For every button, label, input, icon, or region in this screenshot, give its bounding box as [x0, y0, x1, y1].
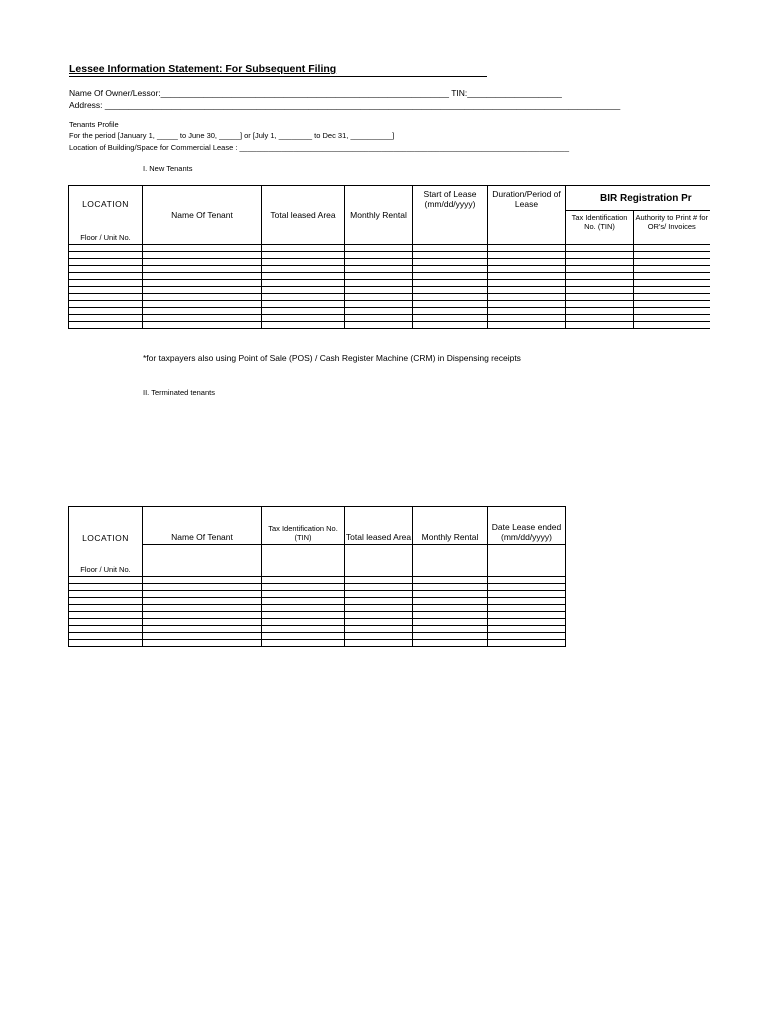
table-row [69, 294, 710, 301]
col-start-of-lease-header: Start of Lease (mm/dd/yyyy) [413, 186, 488, 245]
col-location-header-2: LOCATION [69, 507, 143, 545]
table-row [69, 640, 566, 647]
table-row [69, 619, 566, 626]
table-row [69, 266, 710, 273]
col-total-leased-area-header-2: Total leased Area [345, 507, 413, 545]
table-row [69, 301, 710, 308]
section-new-tenants-heading: I. New Tenants [143, 164, 193, 173]
table-row [69, 322, 710, 329]
table-row [69, 245, 710, 252]
bir-registration-group-header: BIR Registration Pr [566, 186, 710, 211]
table-row [69, 287, 710, 294]
table-row [69, 612, 566, 619]
table-row [69, 273, 710, 280]
col-monthly-rental-header-2: Monthly Rental [413, 507, 488, 545]
col-location-header: LOCATION [69, 186, 143, 211]
col-tin-header: Tax Identification No. (TIN) [566, 211, 634, 245]
section-terminated-tenants-heading: II. Terminated tenants [143, 388, 215, 397]
table-row [69, 280, 710, 287]
terminated-tenants-table [68, 506, 566, 647]
owner-tin-line: Name Of Owner/Lessor:_____________________________________________________________ TIN:____________________ [69, 88, 562, 98]
table-row [69, 308, 710, 315]
col-floor-unit-header: Floor / Unit No. [69, 211, 143, 245]
table-row [69, 259, 710, 266]
col-authority-to-print-header: Authority to Print # for OR's/ Invoices [634, 211, 710, 245]
document-title: Lessee Information Statement: For Subsequent Filing [69, 63, 487, 77]
table-row [69, 605, 566, 612]
table-row [69, 577, 566, 584]
table-row [69, 633, 566, 640]
col-name-of-tenant-header-2: Name Of Tenant [143, 507, 262, 545]
tenants-profile-heading: Tenants Profile [69, 120, 119, 129]
location-line: Location of Building/Space for Commercial Lease : _______________________________________________________________________________ [69, 143, 570, 152]
pos-crm-footnote: *for taxpayers also using Point of Sale (POS) / Cash Register Machine (CRM) in Dispensing receipts [143, 353, 521, 363]
table-row [69, 598, 566, 605]
table-row [69, 591, 566, 598]
address-line: Address: _____________________________________________________________________________________________________________ [69, 100, 621, 110]
table-row [69, 626, 566, 633]
col-name-of-tenant-header: Name Of Tenant [143, 186, 262, 245]
col-monthly-rental-header: Monthly Rental [345, 186, 413, 245]
table-row [69, 252, 710, 259]
table-row [69, 584, 566, 591]
col-floor-unit-header-2: Floor / Unit No. [69, 545, 143, 577]
col-tin-header-2: Tax Identification No. (TIN) [262, 507, 345, 545]
col-duration-header: Duration/Period of Lease [488, 186, 566, 245]
table-row [69, 315, 710, 322]
col-total-leased-area-header: Total leased Area [262, 186, 345, 245]
period-line: For the period [January 1, _____ to June 30, _____] or [July 1, ________ to Dec 31, __________] [69, 131, 395, 140]
col-date-lease-ended-header: Date Lease ended (mm/dd/yyyy) [488, 507, 566, 545]
new-tenants-table [68, 185, 710, 329]
